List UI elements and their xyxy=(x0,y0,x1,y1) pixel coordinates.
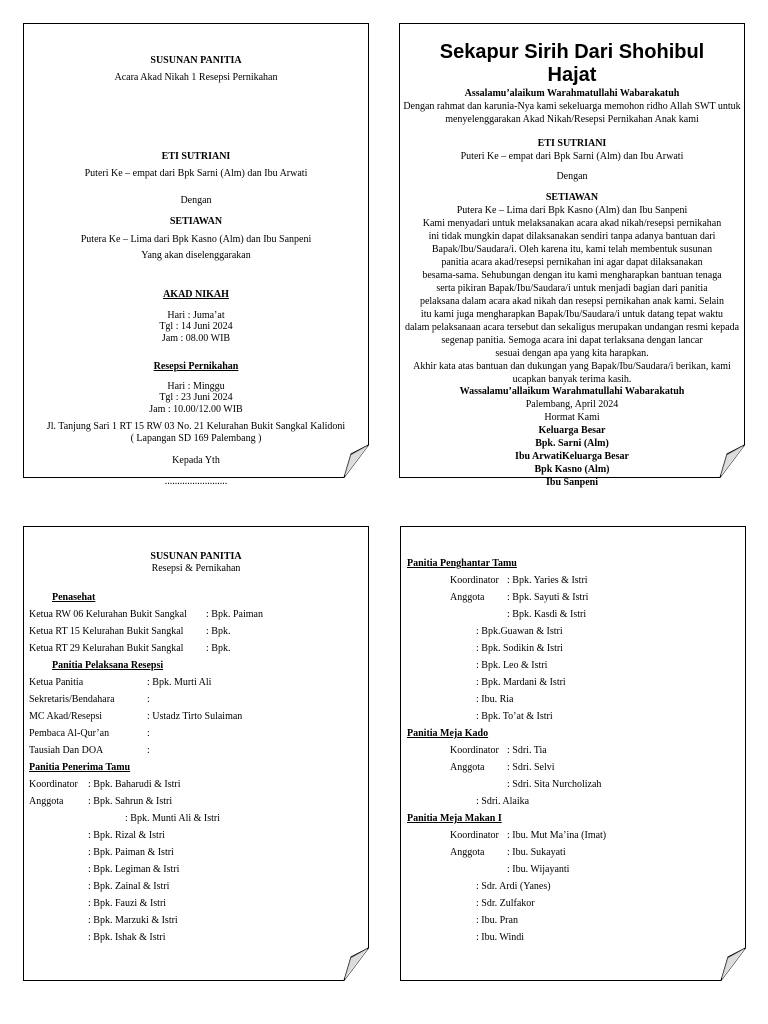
anggota-name: : Bpk. Marzuki & Istri xyxy=(88,915,178,926)
pelaksana-name: : xyxy=(147,728,150,739)
pelaksana-name: : Ustadz Tirto Sulaiman xyxy=(147,711,243,722)
makan-anggota-name: : Sdr. Zulfakor xyxy=(476,898,535,909)
pelaksana-title: Panitia Pelaksana Resepsi xyxy=(52,660,164,671)
closing: Wassalamu’allaikum Warahmatullahi Wabarakatuh xyxy=(459,386,685,397)
pelaksana-role: Pembaca Al-Qur’an xyxy=(29,728,110,739)
pengantar-anggota-name: : Bpk.Guawan & Istri xyxy=(476,626,563,637)
resepsi-day: Hari : Minggu xyxy=(167,381,225,392)
recipient-dots: ......................... xyxy=(164,476,228,487)
kado-anggota-name: : Sdri. Selvi xyxy=(507,762,555,773)
kepada-text: Kepada Yth xyxy=(172,455,220,466)
pengantar-koordinator-label: Koordinator xyxy=(450,575,499,586)
makan-koordinator-name: : Ibu. Mut Ma’ina (Imat) xyxy=(507,830,607,841)
penasehat-role: Ketua RW 06 Kelurahan Bukit Sangkal xyxy=(29,609,187,620)
kado-title: Panitia Meja Kado xyxy=(407,728,489,739)
body-line: besama-sama. Sehubungan dengan itu kami mengharapkan bantuan tenaga xyxy=(422,270,722,281)
page-title: SUSUNAN PANITIA xyxy=(150,551,242,562)
signature-4: Bpk Kasno (Alm) xyxy=(534,464,610,475)
address-line-2: ( Lapangan SD 169 Palembang ) xyxy=(130,433,262,444)
page-3 xyxy=(23,526,369,981)
body-line: Akhir kata atas bantuan dan dukungan yang Bapak/Ibu/Saudara/i berikan, kami xyxy=(413,361,731,372)
groom-name: SETIAWAN xyxy=(545,192,599,203)
anggota-name: : Bpk. Zainal & Istri xyxy=(88,881,170,892)
makan-anggota-name: : Ibu. Pran xyxy=(476,915,518,926)
akad-time: Jam : 08.00 WIB xyxy=(161,333,231,344)
pengantar-anggota-name: : Bpk. Leo & Istri xyxy=(476,660,548,671)
pengantar-anggota-name: : Ibu. Ria xyxy=(476,694,514,705)
body-line: serta pikiran Bapak/Ibu/Saudara/i untuk menjadi bagian dari panitia xyxy=(436,283,708,294)
akad-day: Hari : Juma’at xyxy=(167,310,225,321)
anggota-name: : Bpk. Munti Ali & Istri xyxy=(125,813,221,824)
pengantar-anggota-name: : Bpk. To’at & Istri xyxy=(476,711,553,722)
penasehat-name: : Bpk. xyxy=(206,643,231,654)
body-line: Bapak/Ibu/Saudara/i. Oleh karena itu, kami telah membentuk susunan xyxy=(431,244,713,255)
body-line: sesuai dengan apa yang kita harapkan. xyxy=(495,348,649,359)
anggota-name: : Bpk. Legiman & Istri xyxy=(88,864,180,875)
with-text: Dengan xyxy=(556,171,588,182)
body-line: itu kami juga mengharapkan Bapak/Ibu/Saudara/i untuk datang tepat waktu xyxy=(420,309,724,320)
body-line: ucapkan banyak terima kasih. xyxy=(512,374,632,385)
intro-line-2: menyelenggarakan Akad Nikah/Resepsi Pernikahan Anak kami xyxy=(445,114,699,125)
anggota-name: : Bpk. Sahrun & Istri xyxy=(88,796,173,807)
bride-parents: Puteri Ke – empat dari Bpk Sarni (Alm) dan Ibu Arwati xyxy=(460,151,684,162)
makan-koordinator-label: Koordinator xyxy=(450,830,499,841)
held-text: Yang akan diselenggarakan xyxy=(141,250,251,261)
page-2 xyxy=(399,23,745,488)
subtitle: Resepsi & Pernikahan xyxy=(151,563,241,574)
groom-parents: Putera Ke – Lima dari Bpk Kasno (Alm) dan Ibu Sanpeni xyxy=(80,234,312,245)
kado-koordinator-name: : Sdri. Tia xyxy=(507,745,547,756)
page-title: SUSUNAN PANITIA xyxy=(150,55,242,66)
makan-anggota-name: : Ibu. Windi xyxy=(476,932,525,943)
penasehat-role: Ketua RT 15 Kelurahan Bukit Sangkal xyxy=(29,626,184,637)
penasehat-role: Ketua RT 29 Kelurahan Bukit Sangkal xyxy=(29,643,184,654)
anggota-name: : Bpk. Rizal & Istri xyxy=(88,830,165,841)
greeting: Assalamu’alaikum Warahmatullahi Wabarakatuh xyxy=(464,88,680,99)
resepsi-time: Jam : 10.00/12.00 WIB xyxy=(149,404,243,415)
koordinator-name: : Bpk. Baharudi & Istri xyxy=(88,779,181,790)
kado-anggota-name: : Sdri. Sita Nurcholizah xyxy=(507,779,602,790)
body-line: panitia acara akad/resepsi pernikahan ini agar dapat dilaksanakan xyxy=(441,257,703,268)
body-line: dalam pelaksanaan acara tersebut dan sekaligus merupakan undangan resmi kepada xyxy=(404,322,740,333)
makan-title: Panitia Meja Makan I xyxy=(407,813,502,824)
place-date: Palembang, April 2024 xyxy=(525,399,619,410)
body-line: pelaksana dalam acara akad nikah dan resepsi pernikahan anak kami. Selain xyxy=(419,296,725,307)
intro-line-1: Dengan rahmat dan karunia-Nya kami sekeluarga memohon ridho Allah SWT untuk xyxy=(403,101,741,112)
hormat-text: Hormat Kami xyxy=(544,412,600,423)
signature-2: Bpk. Sarni (Alm) xyxy=(535,438,609,449)
pengantar-koordinator-name: : Bpk. Yaries & Istri xyxy=(507,575,588,586)
bride-parents: Puteri Ke – empat dari Bpk Sarni (Alm) dan Ibu Arwati xyxy=(84,168,308,179)
anggota-name: : Bpk. Ishak & Istri xyxy=(88,932,166,943)
page-title: Sekapur Sirih Dari Shohibul Hajat xyxy=(439,41,705,86)
pengantar-anggota-name: : Bpk. Sayuti & Istri xyxy=(507,592,589,603)
anggota-label: Anggota xyxy=(29,796,64,807)
pelaksana-role: Ketua Panitia xyxy=(29,677,84,688)
signature-1: Keluarga Besar xyxy=(538,425,606,436)
groom-name: SETIAWAN xyxy=(169,216,223,227)
body-line: Kami menyadari untuk melaksanakan acara akad nikah/resepsi pernikahan xyxy=(422,218,722,229)
penasehat-title: Penasehat xyxy=(52,592,96,603)
makan-anggota-name: : Sdr. Ardi (Yanes) xyxy=(476,881,551,892)
makan-anggota-name: : Ibu. Wijayanti xyxy=(507,864,570,875)
pengantar-anggota-name: : Bpk. Kasdi & Istri xyxy=(507,609,587,620)
kado-anggota-name: : Sdri. Alaika xyxy=(476,796,530,807)
makan-anggota-label: Anggota xyxy=(450,847,485,858)
pengantar-anggota-name: : Bpk. Sodikin & Istri xyxy=(476,643,563,654)
resepsi-title: Resepsi Pernikahan xyxy=(153,361,239,372)
pelaksana-name: : Bpk. Murti Ali xyxy=(147,677,212,688)
kado-koordinator-label: Koordinator xyxy=(450,745,499,756)
body-line: segenap panitia. Semoga acara ini dapat terlaksana dengan lancar xyxy=(441,335,703,346)
pengantar-title: Panitia Penghantar Tamu xyxy=(407,558,517,569)
with-text: Dengan xyxy=(180,195,212,206)
bride-name: ETI SUTRIANI xyxy=(537,138,607,149)
kado-anggota-label: Anggota xyxy=(450,762,485,773)
penasehat-name: : Bpk. Paiman xyxy=(206,609,263,620)
akad-date: Tgl : 14 Juni 2024 xyxy=(159,321,233,332)
penerima-title: Panitia Penerima Tamu xyxy=(29,762,131,773)
resepsi-date: Tgl : 23 Juni 2024 xyxy=(159,392,233,403)
bride-name: ETI SUTRIANI xyxy=(161,151,231,162)
pengantar-anggota-label: Anggota xyxy=(450,592,485,603)
koordinator-label: Koordinator xyxy=(29,779,78,790)
pelaksana-name: : xyxy=(147,694,150,705)
subtitle: Acara Akad Nikah 1 Resepsi Pernikahan xyxy=(114,72,278,83)
signature-3: Ibu ArwatiKeluarga Besar xyxy=(515,451,629,462)
pelaksana-name: : xyxy=(147,745,150,756)
penasehat-name: : Bpk. xyxy=(206,626,231,637)
pelaksana-role: Tausiah Dan DOA xyxy=(29,745,104,756)
pelaksana-role: MC Akad/Resepsi xyxy=(29,711,103,722)
anggota-name: : Bpk. Paiman & Istri xyxy=(88,847,174,858)
page-4 xyxy=(400,526,746,981)
pengantar-anggota-name: : Bpk. Mardani & Istri xyxy=(476,677,566,688)
anggota-name: : Bpk. Fauzi & Istri xyxy=(88,898,167,909)
signature-5: Ibu Sanpeni xyxy=(546,477,598,488)
page-1 xyxy=(23,23,369,487)
body-line: Putera Ke – Lima dari Bpk Kasno (Alm) dan Ibu Sanpeni xyxy=(456,205,688,216)
body-line: ini tidak mungkin dapat dilaksanakan sendiri tanpa adanya bantuan dari xyxy=(428,231,716,242)
pelaksana-role: Sekretaris/Bendahara xyxy=(29,694,115,705)
akad-title: AKAD NIKAH xyxy=(163,289,229,300)
address-line-1: Jl. Tanjung Sari 1 RT 15 RW 03 No. 21 Kelurahan Bukit Sangkal Kalidoni xyxy=(46,421,346,432)
makan-anggota-name: : Ibu. Sukayati xyxy=(507,847,566,858)
